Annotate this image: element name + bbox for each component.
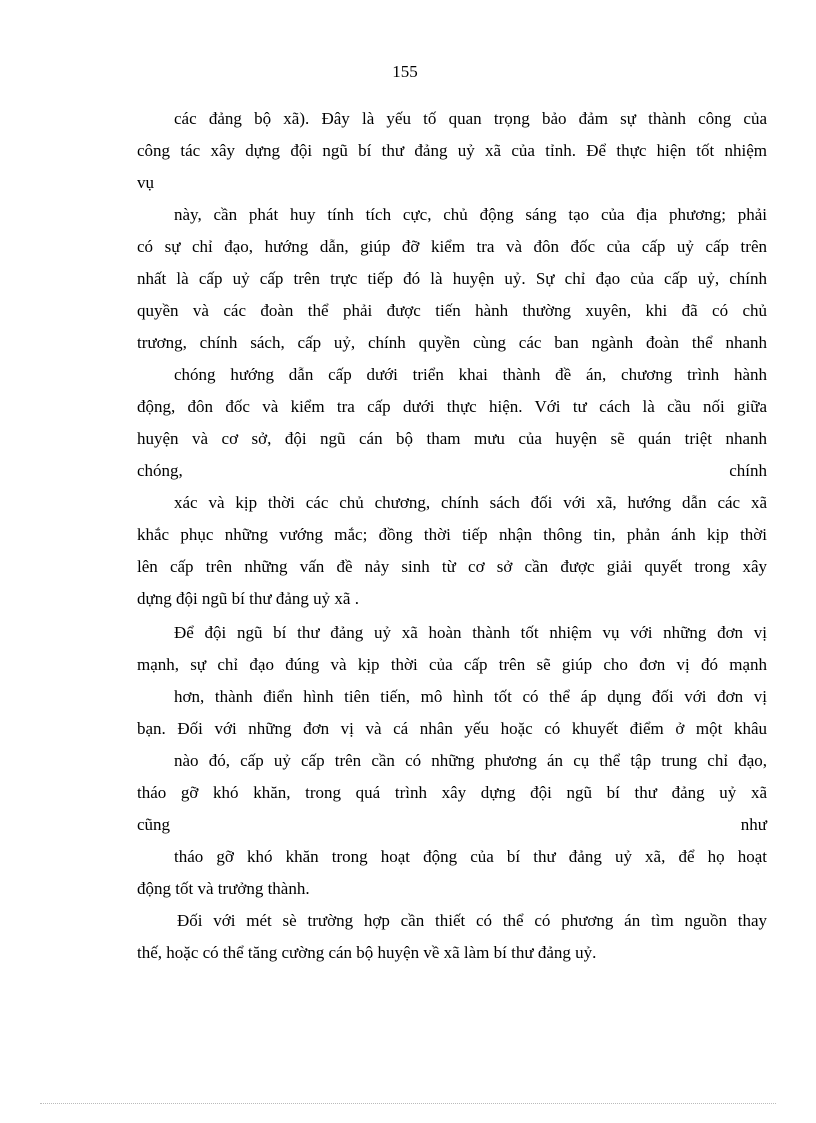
text-line: các đảng bộ xã). Đây là yếu tố quan trọng bảo đảm sự thành công của <box>174 109 767 128</box>
text-line: quyền và các đoàn thể phải được tiến hành thường xuyên, khi đã có chủ <box>137 301 767 320</box>
text-line: xác và kịp thời các chủ chương, chính sách đối với xã, hướng dẫn các xã <box>174 493 767 512</box>
text-line: động, đôn đốc và kiểm tra cấp dưới thực hiện. Với tư cách là cầu nối giữa <box>137 397 767 416</box>
text-line: huyện và cơ sở, đội ngũ cán bộ tham mưu của huyện sẽ quán triệt nhanh <box>137 429 767 448</box>
text-line: nào đó, cấp uỷ cấp trên cần có những phương án cụ thể tập trung chỉ đạo, <box>174 751 767 770</box>
text-line: Đối với mét sè trường hợp cần thiết có thể có phương án tìm nguồn thay <box>177 911 767 930</box>
text-line: hơn, thành điển hình tiên tiến, mô hình tốt có thể áp dụng đối với đơn vị <box>174 687 767 706</box>
text-line: lên cấp trên những vấn đề nảy sinh từ cơ sở cần được giải quyết trong xây <box>137 557 767 576</box>
text-line: bạn. Đối với những đơn vị và cá nhân yếu hoặc có khuyết điểm ở một khâu <box>137 719 767 738</box>
text-line: chóng, chính <box>137 461 767 480</box>
text-line: cũng như <box>137 815 767 834</box>
text-line: khắc phục những vướng mắc; đồng thời tiếp nhận thông tin, phản ánh kịp thời <box>137 525 767 544</box>
text-line: có sự chỉ đạo, hướng dẫn, giúp đỡ kiểm tra và đôn đốc của cấp uỷ cấp trên <box>137 237 767 256</box>
page-number: 155 <box>392 62 418 81</box>
text-line: thế, hoặc có thể tăng cường cán bộ huyện về xã làm bí thư đảng uỷ. <box>137 943 597 962</box>
text-line: động tốt và trưởng thành. <box>137 879 310 898</box>
text-line: vụ <box>137 173 154 192</box>
text-line: tháo gỡ khó khăn trong hoạt động của bí thư đảng uỷ xã, để họ hoạt <box>174 847 767 866</box>
page-bottom-divider <box>40 1103 776 1104</box>
text-line: trương, chính sách, cấp uỷ, chính quyền cùng các ban ngành đoàn thể nhanh <box>137 333 767 352</box>
text-line: Để đội ngũ bí thư đảng uỷ xã hoàn thành tốt nhiệm vụ với những đơn vị <box>174 623 767 642</box>
text-line: mạnh, sự chỉ đạo đúng và kịp thời của cấp trên sẽ giúp cho đơn vị đó mạnh <box>137 655 767 674</box>
text-line: nhất là cấp uỷ cấp trên trực tiếp đó là huyện uỷ. Sự chỉ đạo của cấp uỷ, chính <box>137 269 767 288</box>
text-line: công tác xây dựng đội ngũ bí thư đảng uỷ xã của tỉnh. Để thực hiện tốt nhiệm <box>137 141 767 160</box>
text-line: chóng hướng dẫn cấp dưới triển khai thành đề án, chương trình hành <box>174 365 767 384</box>
text-line: tháo gỡ khó khăn, trong quá trình xây dựng đội ngũ bí thư đảng uỷ xã <box>137 783 767 802</box>
text-line: này, cần phát huy tính tích cực, chủ động sáng tạo của địa phương; phải <box>174 205 767 224</box>
text-line: dựng đội ngũ bí thư đảng uỷ xã . <box>137 589 359 608</box>
